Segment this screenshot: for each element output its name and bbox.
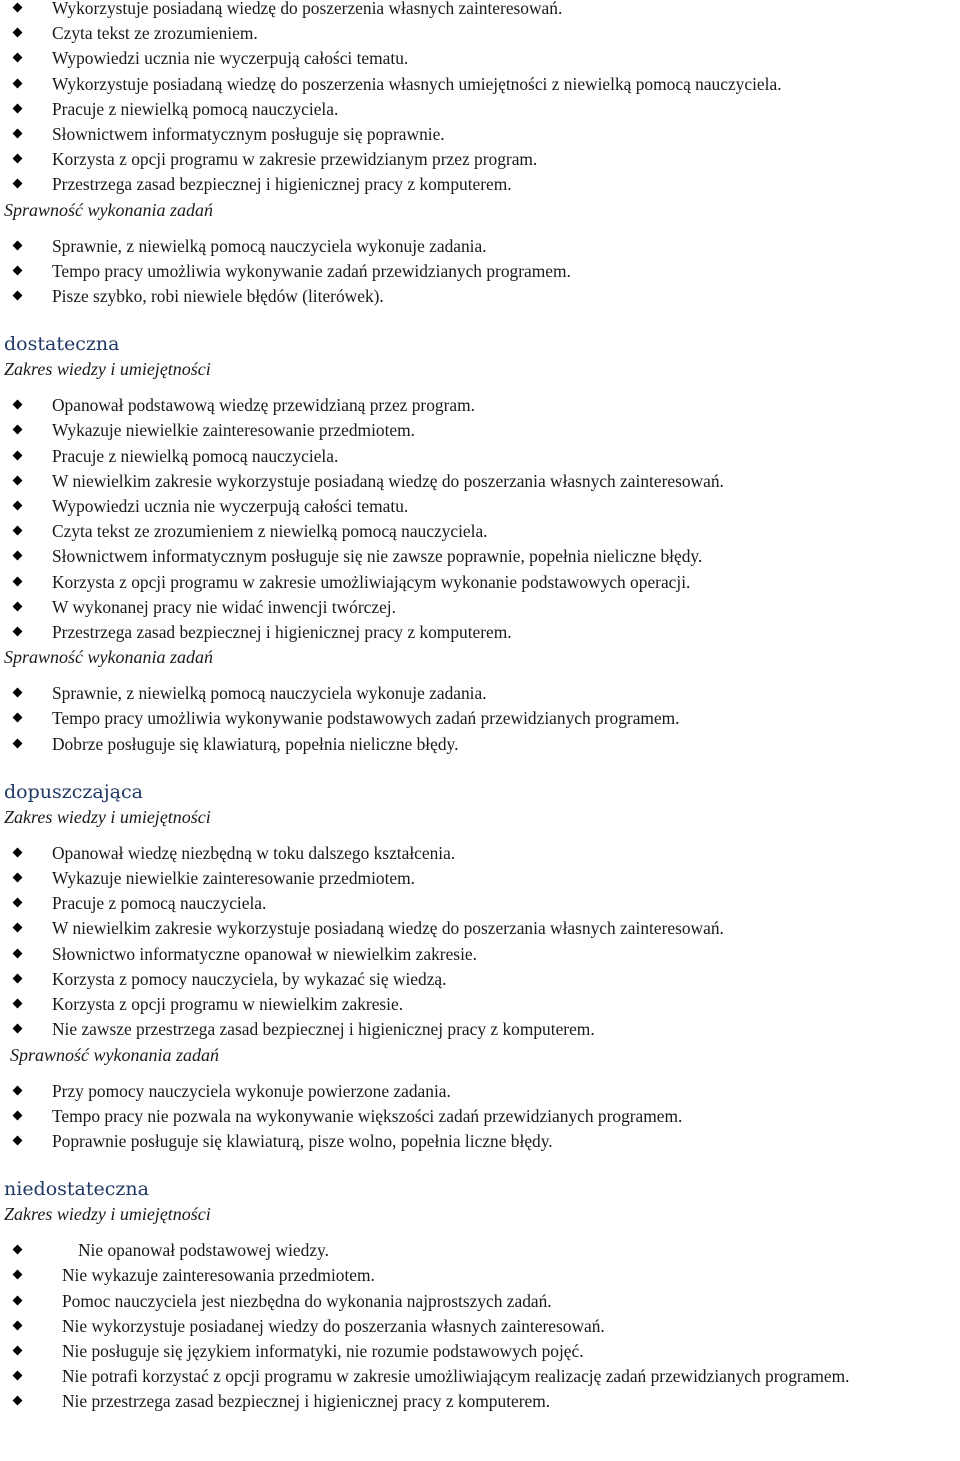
grade-title-dostateczna: dostateczna	[4, 333, 120, 356]
diamond-bullet-icon	[12, 1129, 26, 1154]
diamond-bullet-icon	[12, 866, 26, 891]
diamond-bullet-icon	[12, 469, 26, 494]
list-item: Nie zawsze przestrzega zasad bezpiecznej i higienicznej pracy z komputerem.	[0, 1017, 960, 1042]
diamond-bullet-icon	[12, 1238, 26, 1263]
diamond-bullet-icon	[12, 570, 26, 595]
list-item: Korzysta z opcji programu w zakresie przewidzianym przez program.	[0, 147, 960, 172]
diamond-bullet-icon	[12, 46, 26, 71]
dopuszczajaca-zakres-list	[0, 841, 960, 1043]
list-item: Wykazuje niewielkie zainteresowanie przedmiotem.	[0, 418, 960, 443]
diamond-bullet-icon	[12, 147, 26, 172]
dopuszczajaca-sprawnosc-list	[0, 1079, 960, 1155]
diamond-bullet-icon	[12, 681, 26, 706]
dostateczna-sprawnosc-list	[0, 681, 960, 757]
list-item: Sprawnie, z niewielką pomocą nauczyciela wykonuje zadania.	[0, 681, 960, 706]
diamond-bullet-icon	[12, 122, 26, 147]
list-item: Tempo pracy nie pozwala na wykonywanie większości zadań przewidzianych programem.	[0, 1104, 960, 1129]
list-item: Opanował wiedzę niezbędną w toku dalszego kształcenia.	[0, 841, 960, 866]
list-item: Pomoc nauczyciela jest niezbędna do wykonania najprostszych zadań.	[0, 1289, 960, 1314]
diamond-bullet-icon	[12, 97, 26, 122]
list-item: Słownictwem informatycznym posługuje się poprawnie.	[0, 122, 960, 147]
diamond-bullet-icon	[12, 732, 26, 757]
diamond-bullet-icon	[12, 284, 26, 309]
list-item: Nie posługuje się językiem informatyki, nie rozumie podstawowych pojęć.	[0, 1339, 960, 1364]
diamond-bullet-icon	[12, 172, 26, 197]
list-item: Przestrzega zasad bezpiecznej i higienicznej pracy z komputerem.	[0, 620, 960, 645]
list-item: W niewielkim zakresie wykorzystuje posiadaną wiedzę do poszerzania własnych zainteresowań.	[0, 916, 960, 941]
dostateczna-zakres-list	[0, 393, 960, 645]
list-item: Wykorzystuje posiadaną wiedzę do poszerzenia własnych umiejętności z niewielką pomocą nauczyciela.	[0, 72, 960, 97]
diamond-bullet-icon	[12, 1389, 26, 1414]
diamond-bullet-icon	[12, 21, 26, 46]
grade-title-niedostateczna: niedostateczna	[4, 1178, 149, 1201]
list-item: W niewielkim zakresie wykorzystuje posiadaną wiedzę do poszerzania własnych zainteresowań.	[0, 469, 960, 494]
diamond-bullet-icon	[12, 1079, 26, 1104]
diamond-bullet-icon	[12, 1339, 26, 1364]
diamond-bullet-icon	[12, 1289, 26, 1314]
list-item: Wykazuje niewielkie zainteresowanie przedmiotem.	[0, 866, 960, 891]
list-item: Korzysta z pomocy nauczyciela, by wykazać się wiedzą.	[0, 967, 960, 992]
list-item: Przestrzega zasad bezpiecznej i higienicznej pracy z komputerem.	[0, 172, 960, 197]
diamond-bullet-icon	[12, 841, 26, 866]
list-item: Tempo pracy umożliwia wykonywanie podstawowych zadań przewidzianych programem.	[0, 706, 960, 731]
list-item: Sprawnie, z niewielką pomocą nauczyciela wykonuje zadania.	[0, 234, 960, 259]
list-item: Nie potrafi korzystać z opcji programu w zakresie umożliwiającym realizację zadań przewidzianych programem.	[0, 1364, 942, 1389]
niedostateczna-zakres-list	[0, 1238, 960, 1414]
list-item: Pisze szybko, robi niewiele błędów (literówek).	[0, 284, 960, 309]
zakres-heading: Zakres wiedzy i umiejętności	[4, 1204, 211, 1225]
diamond-bullet-icon	[12, 1104, 26, 1129]
list-item: Nie wykazuje zainteresowania przedmiotem.	[0, 1263, 960, 1288]
diamond-bullet-icon	[12, 494, 26, 519]
diamond-bullet-icon	[12, 1017, 26, 1042]
list-item: Wykorzystuje posiadaną wiedzę do poszerzenia własnych zainteresowań.	[0, 0, 960, 21]
sprawnosc-heading: Sprawność wykonania zadań	[10, 1044, 219, 1065]
list-item: Tempo pracy umożliwia wykonywanie zadań przewidzianych programem.	[0, 259, 960, 284]
list-item: Nie przestrzega zasad bezpiecznej i higienicznej pracy z komputerem.	[0, 1389, 960, 1414]
diamond-bullet-icon	[12, 444, 26, 469]
list-item: W wykonanej pracy nie widać inwencji twórczej.	[0, 595, 960, 620]
list-item: Korzysta z opcji programu w zakresie umożliwiającym wykonanie podstawowych operacji.	[0, 570, 960, 595]
diamond-bullet-icon	[12, 259, 26, 284]
list-item: Przy pomocy nauczyciela wykonuje powierzone zadania.	[0, 1079, 960, 1104]
diamond-bullet-icon	[12, 706, 26, 731]
list-item: Słownictwo informatyczne opanował w niewielkim zakresie.	[0, 942, 960, 967]
diamond-bullet-icon	[12, 620, 26, 645]
intro-zakres-list	[0, 0, 960, 198]
diamond-bullet-icon	[12, 1364, 26, 1389]
list-item: Czyta tekst ze zrozumieniem z niewielką pomocą nauczyciela.	[0, 519, 960, 544]
diamond-bullet-icon	[12, 234, 26, 259]
list-item: Nie opanował podstawowej wiedzy.	[0, 1238, 960, 1263]
diamond-bullet-icon	[12, 0, 26, 21]
intro-sprawnosc-list	[0, 234, 960, 310]
diamond-bullet-icon	[12, 992, 26, 1017]
list-item: Czyta tekst ze zrozumieniem.	[0, 21, 960, 46]
list-item: Pracuje z pomocą nauczyciela.	[0, 891, 960, 916]
list-item: Dobrze posługuje się klawiaturą, popełnia nieliczne błędy.	[0, 732, 960, 757]
zakres-heading: Zakres wiedzy i umiejętności	[4, 359, 211, 380]
list-item: Nie wykorzystuje posiadanej wiedzy do poszerzania własnych zainteresowań.	[0, 1314, 960, 1339]
diamond-bullet-icon	[12, 1314, 26, 1339]
list-item: Pracuje z niewielką pomocą nauczyciela.	[0, 444, 960, 469]
diamond-bullet-icon	[12, 942, 26, 967]
sprawnosc-heading: Sprawność wykonania zadań	[4, 199, 213, 220]
list-item: Wypowiedzi ucznia nie wyczerpują całości tematu.	[0, 46, 960, 71]
grade-title-dopuszczajaca: dopuszczająca	[4, 780, 143, 803]
diamond-bullet-icon	[12, 72, 26, 97]
list-item: Opanował podstawową wiedzę przewidzianą przez program.	[0, 393, 960, 418]
list-item: Poprawnie posługuje się klawiaturą, pisze wolno, popełnia liczne błędy.	[0, 1129, 960, 1154]
diamond-bullet-icon	[12, 519, 26, 544]
list-item: Wypowiedzi ucznia nie wyczerpują całości tematu.	[0, 494, 960, 519]
diamond-bullet-icon	[12, 916, 26, 941]
diamond-bullet-icon	[12, 1263, 26, 1288]
diamond-bullet-icon	[12, 418, 26, 443]
sprawnosc-heading: Sprawność wykonania zadań	[4, 647, 213, 668]
diamond-bullet-icon	[12, 891, 26, 916]
list-item: Słownictwem informatycznym posługuje się nie zawsze poprawnie, popełnia nieliczne błędy.	[0, 544, 960, 569]
diamond-bullet-icon	[12, 393, 26, 418]
diamond-bullet-icon	[12, 595, 26, 620]
list-item: Korzysta z opcji programu w niewielkim zakresie.	[0, 992, 960, 1017]
zakres-heading: Zakres wiedzy i umiejętności	[4, 806, 211, 827]
diamond-bullet-icon	[12, 967, 26, 992]
diamond-bullet-icon	[12, 544, 26, 569]
list-item: Pracuje z niewielką pomocą nauczyciela.	[0, 97, 960, 122]
